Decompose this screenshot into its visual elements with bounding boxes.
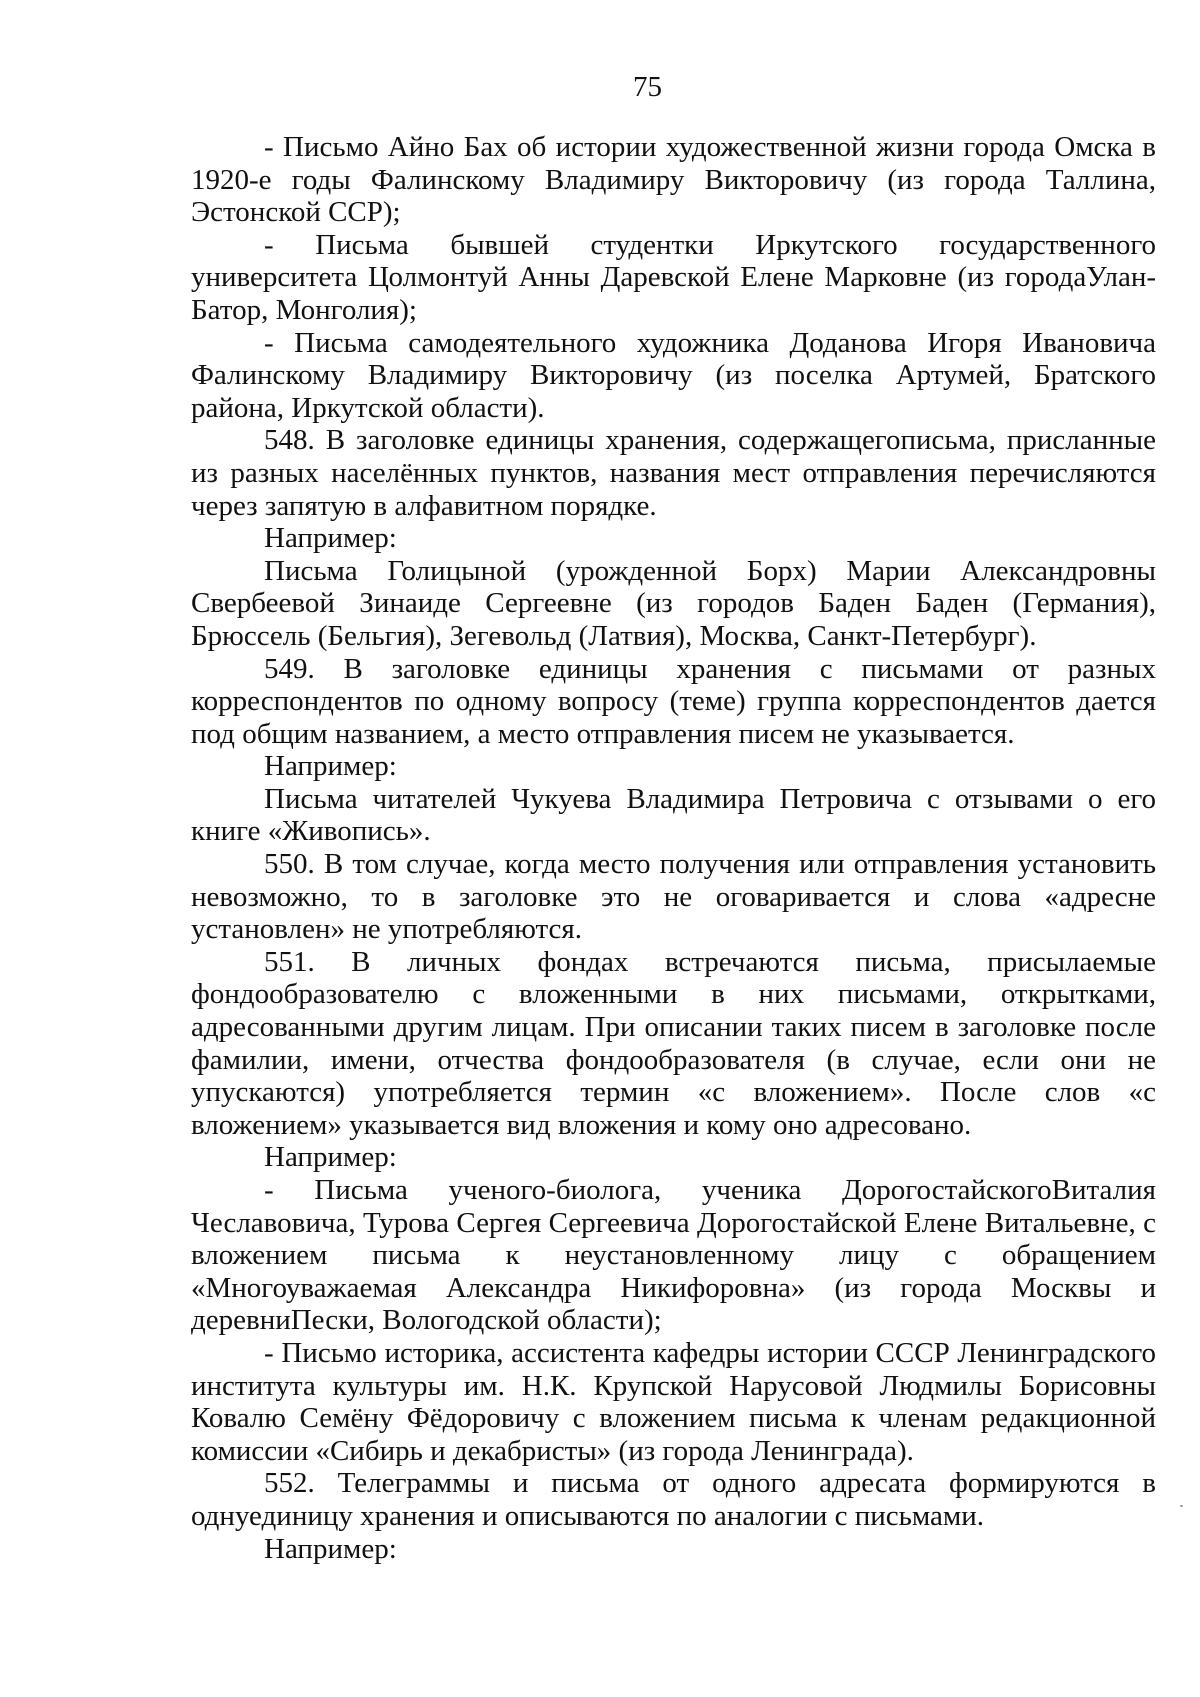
page-number: 75 bbox=[633, 71, 662, 103]
rule-paragraph-552: 552. Телеграммы и письма от одного адресата формируются в однуединицу хранения и описываются по аналогии с письмами. bbox=[191, 1467, 1156, 1532]
example-golitsyna: Письма Голицыной (урожденной Борх) Марии Александровны Свербеевой Зинаиде Сергеевне (из городов Баден Баден (Германия), Брюссель (Бельгия), Зегевольд (Латвия), Москва, Санкт-Петербург). bbox=[191, 554, 1156, 652]
list-item-letters-dodanov: - Письма самодеятельного художника Доданова Игоря Ивановича Фалинскому Владимиру Викторовичу (из поселка Артумей, Братского района, Иркутской области). bbox=[191, 326, 1156, 424]
example-label: Например: bbox=[264, 750, 397, 783]
list-item-letter-historian: - Письмо историка, ассистента кафедры истории СССР Ленинградского института культуры им. Н.К. Крупской Нарусовой Людмилы Борисовны Ковалю Семёну Фёдоровичу с вложением письма к членам редакционной комиссии «Сибирь и декабристы» (из города Ленинграда). bbox=[191, 1336, 1156, 1467]
example-label: Например: bbox=[264, 1532, 397, 1565]
example-chukuev-readers: Письма читателей Чукуева Владимира Петровича с отзывами о его книге «Живопись». bbox=[191, 782, 1156, 848]
rule-paragraph-549: 549. В заголовке единицы хранения с письмами от разных корреспондентов по одному вопросу (теме) группа корреспондентов дается под общим названием, а место отправления писем не указывается. bbox=[191, 652, 1156, 750]
rule-paragraph-550: 550. В том случае, когда место получения или отправления установить невозможно, то в заголовке это не оговаривается и слова «адресне установлен» не употребляются. bbox=[191, 848, 1156, 946]
rule-paragraph-548: 548. В заголовке единицы хранения, содержащегописьма, присланные из разных населённых пунктов, названия мест отправления перечисляются через запятую в алфавитном порядке. bbox=[191, 424, 1156, 522]
document-body bbox=[191, 131, 1156, 1565]
rule-paragraph-551: 551. В личных фондах встречаются письма, присылаемые фондообразователю с вложенными в них письмами, открытками, адресованными другим лицам. При описании таких писем в заголовке после фамилии, имени, отчества фондообразователя (в случае, если они не упускаются) употребляется термин «с вложением». После слов «с вложением» указывается вид вложения и кому оно адресовано. bbox=[191, 945, 1156, 1141]
list-item-letters-turov: - Письма ученого-биолога, ученика ДорогостайскогоВиталия Чеславовича, Турова Сергея Сергеевича Дорогостайской Елене Витальевне, с вложением письма к неустановленному лицу с обращением «Многоуважаемая Александра Никифоровна» (из города Москвы и деревниПески, Вологодской области); bbox=[191, 1174, 1156, 1337]
scan-speck bbox=[1180, 1505, 1183, 1507]
example-label: Например: bbox=[264, 1141, 397, 1174]
list-item-letter-aino-bakh: - Письмо Айно Бах об истории художественной жизни города Омска в 1920-е годы Фалинскому Владимиру Викторовичу (из города Таллина, Эстонской ССР); bbox=[191, 131, 1156, 229]
list-item-letters-tsolmontuy: - Письма бывшей студентки Иркутского государственного университета Цолмонтуй Анны Даревской Елене Марковне (из городаУлан-Батор, Монголия); bbox=[191, 228, 1156, 326]
example-label: Например: bbox=[264, 522, 397, 555]
